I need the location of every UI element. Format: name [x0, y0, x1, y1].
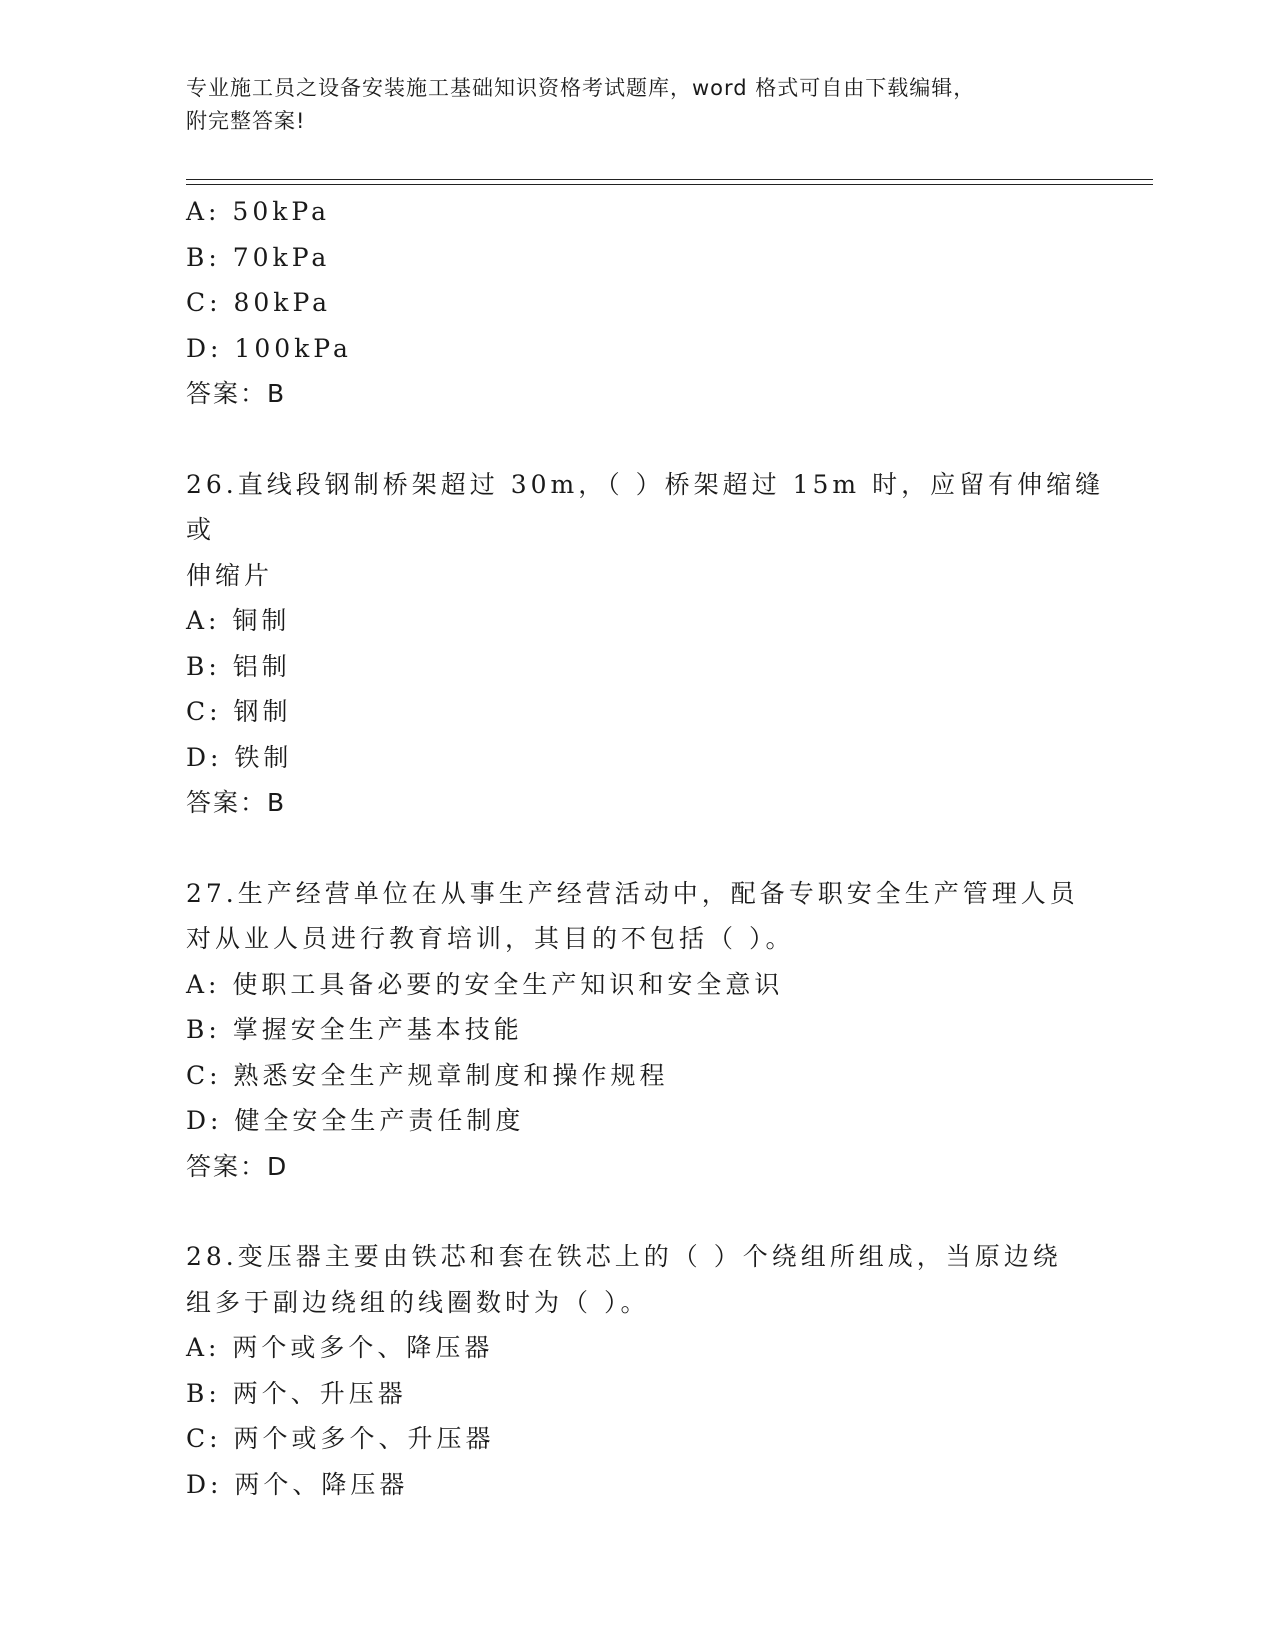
header-line-2: 附完整答案! [186, 109, 306, 133]
option-a: A: 50kPa [186, 197, 330, 226]
option-d: D: 健全安全生产责任制度 [186, 1106, 525, 1135]
header-divider-top [186, 179, 1153, 180]
document-header [186, 72, 1066, 138]
answer: 答案：B [186, 788, 287, 817]
option-b: B: 70kPa [186, 242, 331, 272]
option-b: B: 铝制 [186, 651, 291, 681]
question-25 [186, 189, 1126, 417]
question-stem-line-2: 组多于副边绕组的线圈数时为（ ）。 [186, 1287, 650, 1317]
option-a: A: 两个或多个、降压器 [186, 1333, 494, 1362]
option-c: C: 两个或多个、升压器 [186, 1424, 495, 1453]
question-stem-line-1: 28.变压器主要由铁芯和套在铁芯上的（ ）个绕组所组成，当原边绕 [186, 1242, 1062, 1271]
option-c: C: 钢制 [186, 697, 292, 726]
option-c: C: 熟悉安全生产规章制度和操作规程 [186, 1060, 669, 1090]
question-list [186, 189, 1126, 1507]
question-stem-line-1: 27.生产经营单位在从事生产经营活动中，配备专职安全生产管理人员 [186, 878, 1079, 908]
option-b: B: 掌握安全生产基本技能 [186, 1015, 523, 1044]
answer: 答案：B [186, 379, 287, 408]
header-line-1: 专业施工员之设备安装施工基础知识资格考试题库，word 格式可自由下载编辑， [186, 76, 976, 100]
option-d: D: 两个、降压器 [186, 1469, 409, 1499]
question-stem-line-2: 对从业人员进行教育培训，其目的不包括（ ）。 [186, 924, 795, 953]
question-stem-line-2: 伸缩片 [186, 560, 274, 590]
option-d: D: 铁制 [186, 742, 293, 772]
option-d: D: 100kPa [186, 333, 352, 363]
option-b: B: 两个、升压器 [186, 1378, 407, 1408]
option-c: C: 80kPa [186, 288, 332, 317]
header-divider-bottom [186, 184, 1153, 185]
option-a: A: 铜制 [186, 606, 291, 635]
question-26 [186, 462, 1126, 826]
question-28 [186, 1234, 1126, 1507]
question-stem-line-1: 26.直线段钢制桥架超过 30m，（ ）桥架超过 15m 时，应留有伸缩缝或 [186, 469, 1105, 544]
option-a: A: 使职工具备必要的安全生产知识和安全意识 [186, 969, 784, 999]
question-27 [186, 871, 1126, 1190]
answer: 答案：D [186, 1151, 289, 1181]
